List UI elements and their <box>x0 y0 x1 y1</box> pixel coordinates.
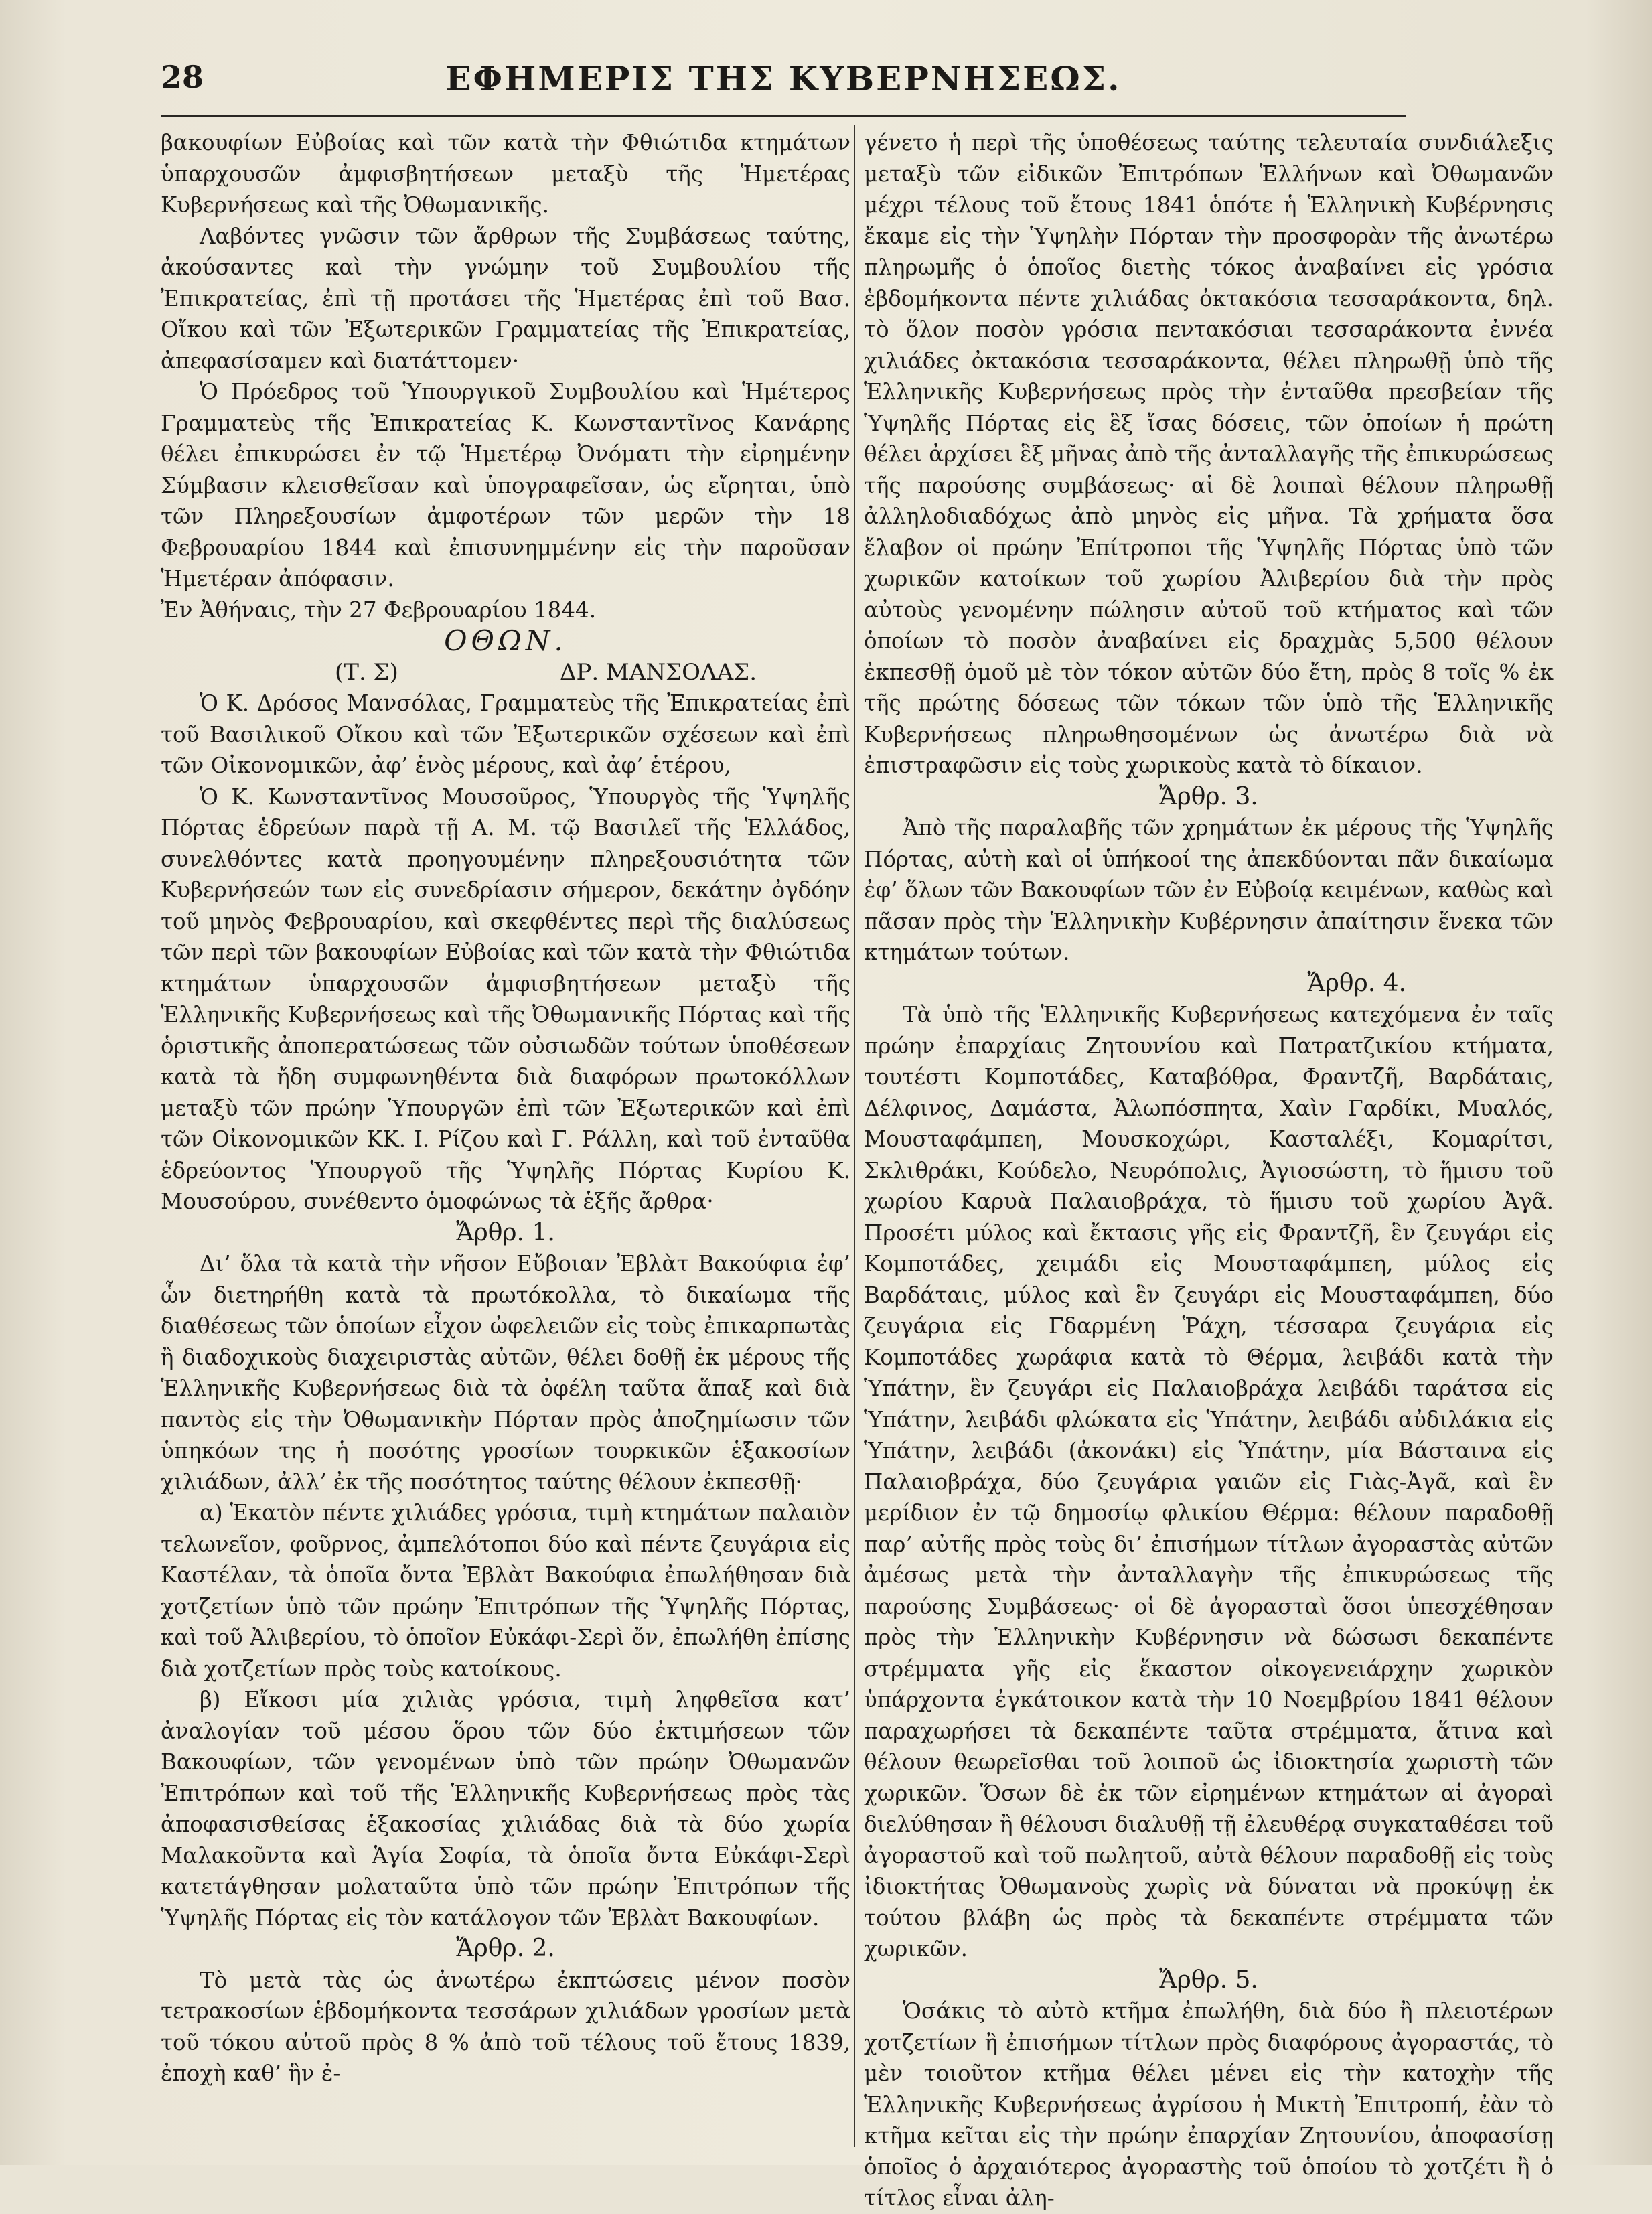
paragraph: Τὸ μετὰ τὰς ὡς ἀνωτέρω ἐκπτώσεις μένον ποσὸν τετρακοσίων ἑβδομήκοντα τεσσάρων χιλιάδων γροσίων μετὰ τοῦ τόκου αὐτοῦ πρὸς 8 % ἀπὸ τοῦ τέλους τοῦ ἔτους 1839, ἐποχὴ καθ’ ἣν ἐ- <box>161 1967 850 2086</box>
article-heading: Ἄρθρ. 4. <box>1307 969 1406 997</box>
right-column <box>864 127 1554 2211</box>
paragraph: βακουφίων Εὐβοίας καὶ τῶν κατὰ τὴν Φθιώτιδα κτημάτων ὑπαρχουσῶν ἀμφισβητήσεων μεταξὺ τῆς Ἡμετέρας Κυβερνήσεως καὶ τῆς Ὀθωμανικῆς. <box>161 130 850 218</box>
paragraph: Ὁ Κ. Κωνσταντῖνος Μουσοῦρος, Ὑπουργὸς τῆς Ὑψηλῆς Πόρτας ἑδρεύων παρὰ τῇ Α. Μ. τῷ Βασιλεῖ τῆς Ἑλλάδος, συνελθόντες κατὰ προηγουμένην πληρεξουσιότητα τῶν Κυβερνήσεών των εἰς συνεδρίασιν σήμερον, δεκάτην ὀγδόην τοῦ μηνὸς Φεβρουαρίου, καὶ σκεφθέντες περὶ τῆς διαλύσεως τῶν περὶ τῶν βακουφίων Εὐβοίας καὶ τῶν κατὰ τὴν Φθιώτιδα κτημάτων ὑπαρχουσῶν ἀμφισβητήσεων μεταξὺ τῆς Ἑλληνικῆς Κυβερνήσεως καὶ τῆς Ὀθωμανικῆς Πόρτας καὶ τῆς ὁριστικῆς ἀποπερατώσεως τῶν οὐσιωδῶν τούτων ὑποθέσεων κατὰ τὰ ἤδη συμφωνηθέντα διὰ διαφόρων πρωτοκόλλων μεταξὺ τῶν πρώην Ὑπουργῶν ἐπὶ τῶν Ἐξωτερικῶν καὶ ἐπὶ τῶν Οἰκονομικῶν ΚΚ. Ι. Ρίζου καὶ Γ. Ράλλη, καὶ τοῦ ἐνταῦθα ἑδρεύοντος Ὑπουργοῦ τῆς Ὑψηλῆς Πόρτας Κυρίου Κ. Μουσούρου, συνέθεντο ὁμοφώνως τὰ ἑξῆς ἄρθρα· <box>161 784 850 1214</box>
column-divider <box>854 125 855 2147</box>
left-column <box>161 127 850 2150</box>
paragraph: Ὁσάκις τὸ αὐτὸ κτῆμα ἐπωλήθη, διὰ δύο ἢ πλειοτέρων χοτζετίων ἢ ἐπισήμων τίτλων πρὸς διαφόρους ἀγοραστάς, τὸ μὲν τοιοῦτον κτῆμα θέλει μένει εἰς τὴν κατοχὴν τῆς Ἑλληνικῆς Κυβερνήσεως ἀγρίσου ἡ Μικτὴ Ἐπιτροπή, ἐὰν τὸ κτῆμα κεῖται εἰς τὴν πρώην ἐπαρχίαν Ζητουνίου, ἀποφασίσῃ ὁποῖος ὁ ἀρχαιότερος ἀγοραστὴς τοῦ ὁποίου τὸ χοτζέτι ἢ ὁ τίτλος εἶναι ἀλη- <box>864 1998 1554 2211</box>
paragraph: Ὁ Κ. Δρόσος Μανσόλας, Γραμματεὺς τῆς Ἐπικρατείας ἐπὶ τοῦ Βασιλικοῦ Οἴκου καὶ τῶν Ἐξωτερικῶν σχέσεων καὶ ἐπὶ τῶν Οἰκονομικῶν, ἀφ’ ἑνὸς μέρους, καὶ ἀφ’ ἑτέρου, <box>161 690 850 778</box>
signature-line <box>161 657 850 688</box>
paragraph: Λαβόντες γνῶσιν τῶν ἄρθρων τῆς Συμβάσεως ταύτης, ἀκούσαντες καὶ τὴν γνώμην τοῦ Συμβουλίου τῆς Ἐπικρατείας, ἐπὶ τῇ προτάσει τῆς Ἡμετέρας ἐπὶ τοῦ Βασ. Οἴκου καὶ τῶν Ἐξωτερικῶν Γραμματείας τῆς Ἐπικρατείας, ἀπεφασίσαμεν καὶ διατάττομεν· <box>161 223 850 374</box>
paragraph: β) Εἴκοσι μία χιλιὰς γρόσια, τιμὴ ληφθεῖσα κατ’ ἀναλογίαν τοῦ μέσου ὅρου τῶν δύο ἐκτιμήσεων τῶν Βακουφίων, τῶν γενομένων ὑπὸ τῶν πρώην Ὀθωμανῶν Ἐπιτρόπων καὶ τοῦ τῆς Ἑλληνικῆς Κυβερνήσεως πρὸς τὰς ἀποφασισθείσας ἑξακοσίας χιλιάδας διὰ τὰ δύο χωρία Μαλακοῦντα καὶ Ἁγία Σοφία, τὰ ὁποῖα ὄντα Εὐκάφι-Σερὶ κατετάγθησαν μολαταῦτα ὑπὸ τῶν πρώην Ἐπιτρόπων τῆς Ὑψηλῆς Πόρτας εἰς τὸν κατάλογον τῶν Ἐβλὰτ Βακουφίων. <box>161 1687 850 1931</box>
signatory-name: ΔΡ. ΜΑΝΣΟΛΑΣ. <box>559 658 757 686</box>
article-heading: Ἄρθρ. 2. <box>456 1935 555 1962</box>
dateline: Ἐν Ἀθήναις, τὴν 27 Φεβρουαρίου 1844. <box>161 597 597 623</box>
paragraph: Ὁ Πρόεδρος τοῦ Ὑπουργικοῦ Συμβουλίου καὶ Ἡμέτερος Γραμματεὺς τῆς Ἐπικρατείας Κ. Κωνσταντῖνος Κανάρης θέλει ἐπικυρώσει ἐν τῷ Ἡμετέρῳ Ὀνόματι τὴν εἰρημένην Σύμβασιν κλεισθεῖσαν καὶ ὑπογραφεῖσαν, ὡς εἴρηται, ὑπὸ τῶν Πληρεξουσίων ἀμφοτέρων τῶν μερῶν τὴν 18 Φεβρουαρίου 1844 καὶ ἐπισυνημμένην εἰς τὴν παροῦσαν Ἡμετέραν ἀπόφασιν. <box>161 379 850 591</box>
paragraph: Δι’ ὅλα τὰ κατὰ τὴν νῆσον Εὔβοιαν Ἐβλὰτ Βακούφια ἐφ’ ὧν διετηρήθη κατὰ τὰ πρωτόκολλα, τὸ δικαίωμα τῆς διαθέσεως τῶν ὁποίων εἶχον ὠφελειῶν εἰς τοὺς ἐπικαρπωτὰς ἢ διαδοχικοὺς διαχειριστὰς αὐτῶν, θέλει δοθῇ ἐκ μέρους τῆς Ἑλληνικῆς Κυβερνήσεως διὰ τὰ ὀφέλη ταῦτα ἅπαξ καὶ διὰ παντὸς εἰς τὴν Ὀθωμανικὴν Πόρταν πρὸς ἀποζημίωσιν τῶν ὑπηκόων της ἡ ποσότης γροσίων τουρκικῶν ἑξακοσίων χιλιάδων, ἀλλ’ ἐκ τῆς ποσότητος ταύτης θέλουν ἐκπεσθῇ· <box>161 1251 850 1495</box>
newspaper-title: ΕΦΗΜΕΡΙΣ ΤΗΣ ΚΥΒΕΡΝΗΣΕΩΣ. <box>445 59 1122 98</box>
article-heading: Ἄρθρ. 5. <box>1159 1966 1258 1994</box>
article-heading: Ἄρθρ. 1. <box>456 1218 555 1246</box>
page-number: 28 <box>161 59 204 95</box>
paragraph: α) Ἑκατὸν πέντε χιλιάδες γρόσια, τιμὴ κτημάτων παλαιὸν τελωνεῖον, φοῦρνος, ἀμπελότοποι δύο καὶ πέντε ζευγάρια εἰς Καστέλαν, τὰ ὁποῖα ὄντα Ἐβλὰτ Βακούφια ἐπωλήθησαν διὰ χοτζετίων ὑπὸ τῶν πρώην Ἐπιτρόπων τῆς Ὑψηλῆς Πόρτας, καὶ τοῦ Ἀλιβερίου, τὸ ὁποῖον Εὐκάφι-Σερὶ ὄν, ἐπωλήθη ἐπίσης διὰ χοτζετίων πρὸς τοὺς κατοίκους. <box>161 1500 850 1682</box>
header-rule <box>161 115 1406 117</box>
paragraph: Ἀπὸ τῆς παραλαβῆς τῶν χρημάτων ἐκ μέρους τῆς Ὑψηλῆς Πόρτας, αὐτὴ καὶ οἱ ὑπήκοοί της ἀπεκδύονται πᾶν δικαίωμα ἐφ’ ὅλων τῶν Βακουφίων τῶν ἐν Εὐβοίᾳ κειμένων, καθὼς καὶ πᾶσαν πρὸς τὴν Ἑλληνικὴν Κυβέρνησιν ἀπαίτησιν ἕνεκα τῶν κτημάτων τούτων. <box>864 815 1554 965</box>
seal-mark: (Τ. Σ) <box>335 658 398 686</box>
page-header <box>161 59 1406 106</box>
royal-signature: ΟΘΩΝ. <box>444 624 567 657</box>
paragraph: Τὰ ὑπὸ τῆς Ἑλληνικῆς Κυβερνήσεως κατεχόμενα ἐν ταῖς πρώην ἐπαρχίαις Ζητουνίου καὶ Πατρατζικίου κτήματα, τουτέστι Κομποτάδες, Καταβόθρα, Φραντζῆ, Βαρδάταις, Δέλφινος, Δαμάστα, Ἀλωπόσπητα, Χαὶν Γαρδίκι, Μυαλός, Μουσταφάμπεη, Μουσκοχώρι, Κασταλέξι, Κομαρίτσι, Σκλιθράκι, Κούδελο, Νευρόπολις, Ἀγιοσώστη, τὸ ἥμισυ τοῦ χωρίου Καρυὰ Παλαιοβράχα, τὸ ἥμισυ τοῦ χωρίου Ἀγᾶ. Προσέτι μύλος καὶ ἔκτασις γῆς εἰς Φραντζῆ, ἓν ζευγάρι εἰς Κομποτάδες, χειμάδι εἰς Μουσταφάμπεη, μύλος εἰς Βαρδάταις, μύλος καὶ ἓν ζευγάρι εἰς Μουσταφάμπεη, δύο ζευγάρια εἰς Γδαρμένη Ῥάχη, τέσσαρα ζευγάρια εἰς Κομποτάδες χωράφια κατὰ τὸ Θέρμα, λειβάδι κατὰ τὴν Ὑπάτην, ἓν ζευγάρι εἰς Παλαιοβράχα λειβάδι ταράτσα εἰς Ὑπάτην, λειβάδι φλώκατα εἰς Ὑπάτην, λειβάδι αὐδιλάκια εἰς Ὑπάτην, λειβάδι (ἀκονάκι) εἰς Ὑπάτην, μία Βάσταινα εἰς Παλαιοβράχα, δύο ζευγάρια γαιῶν εἰς Γιὰς-Ἀγᾶ, καὶ ἓν μερίδιον ἐν τῷ δημοσίῳ φλικίου Θέρμα: θέλουν παραδοθῇ παρ’ αὐτῆς πρὸς τοὺς δι’ ἐπισήμων τίτλων ἀγοραστὰς αὐτῶν ἀμέσως μετὰ τὴν ἀνταλλαγὴν τῆς ἐπικυρώσεως τῆς παρούσης Συμβάσεως· οἱ δὲ ἀγορασταὶ ὅσοι ὑπεσχέθησαν πρὸς τὴν Ἑλληνικὴν Κυβέρνησιν νὰ δώσωσι δεκαπέντε στρέμματα γῆς εἰς ἕκαστον οἰκογενειάρχην χωρικὸν ὑπάρχοντα ἐγκάτοικον κατὰ τὴν 10 Νοεμβρίου 1841 θέλουν παραχωρήσει τὰ δεκαπέντε ταῦτα στρέμματα, ἅτινα καὶ θέλουν θεωρεῖσθαι τοῦ λοιποῦ ὡς ἰδιοκτησία χωριστὴ τῶν χωρικῶν. Ὅσων δὲ ἐκ τῶν εἰρημένων κτημάτων αἱ ἀγοραὶ διελύθησαν ἢ θέλουσι διαλυθῇ τῇ ἐλευθέρᾳ συγκαταθέσει τοῦ ἀγοραστοῦ καὶ τοῦ πωλητοῦ, αὐτὰ θέλουν παραδοθῇ εἰς τοὺς ἰδιοκτήτας Ὀθωμανοὺς χωρὶς νὰ δύναται νὰ προκύψῃ ἐκ τούτου βλάβη ὡς πρὸς τὰ δεκαπέντε στρέμματα τῶν χωρικῶν. <box>864 1002 1554 1962</box>
article-heading: Ἄρθρ. 3. <box>1159 782 1258 810</box>
paragraph: γένετο ἡ περὶ τῆς ὑποθέσεως ταύτης τελευταία συνδιάλεξις μεταξὺ τῶν εἰδικῶν Ἐπιτρόπων Ἑλλήνων καὶ Ὀθωμανῶν μέχρι τέλους τοῦ ἔτους 1841 ὁπότε ἡ Ἑλληνικὴ Κυβέρνησις ἔκαμε εἰς τὴν Ὑψηλὴν Πόρταν τὴν προσφορὰν τῆς ἀνωτέρω πληρωμῆς ὁ ὁποῖος διετὴς τόκος ἀναβαίνει εἰς γρόσια ἑβδομήκοντα πέντε χιλιάδας ὀκτακόσια τεσσαράκοντα, δηλ. τὸ ὅλον ποσὸν γρόσια πεντακόσιαι τεσσαράκοντα ἐννέα χιλιάδες ὀκτακόσια τεσσαράκοντα, θέλει πληρωθῇ ὑπὸ τῆς Ἑλληνικῆς Κυβερνήσεως πρὸς τὴν ἐνταῦθα πρεσβείαν τῆς Ὑψηλῆς Πόρτας εἰς ἓξ ἴσας δόσεις, τῶν ὁποίων ἡ πρώτη θέλει ἀρχίσει ἓξ μῆνας ἀπὸ τῆς ἀνταλλαγῆς τῆς ἐπικυρώσεως τῆς παρούσης συμβάσεως· αἱ δὲ λοιπαὶ θέλουν πληρωθῇ ἀλληλοδιαδόχως ἀπὸ μηνὸς εἰς μῆνα. Τὰ χρήματα ὅσα ἔλαβον οἱ πρώην Ἐπίτροποι τῆς Ὑψηλῆς Πόρτας ὑπὸ τῶν χωρικῶν κατοίκων τοῦ χωρίου Ἀλιβερίου διὰ τὴν πρὸς αὐτοὺς γενομένην πώλησιν αὐτοῦ τοῦ κτήματος καὶ τῶν ὁποίων τὸ ποσὸν ἀναβαίνει εἰς δραχμὰς 5,500 θέλουν ἐκπεσθῇ ὁμοῦ μὲ τὸν τόκον αὐτῶν δύο ἔτη, πρὸς 8 τοῖς % ἐκ τῆς πρώτης δόσεως τῶν τόκων τῶν ὑπὸ τῆς Ἑλληνικῆς Κυβερνήσεως πληρωθησομένων ὡς ἀνωτέρω διὰ νὰ ἐπιστραφῶσιν εἰς τοὺς χωρικοὺς κατὰ τὸ δίκαιον. <box>864 130 1554 778</box>
